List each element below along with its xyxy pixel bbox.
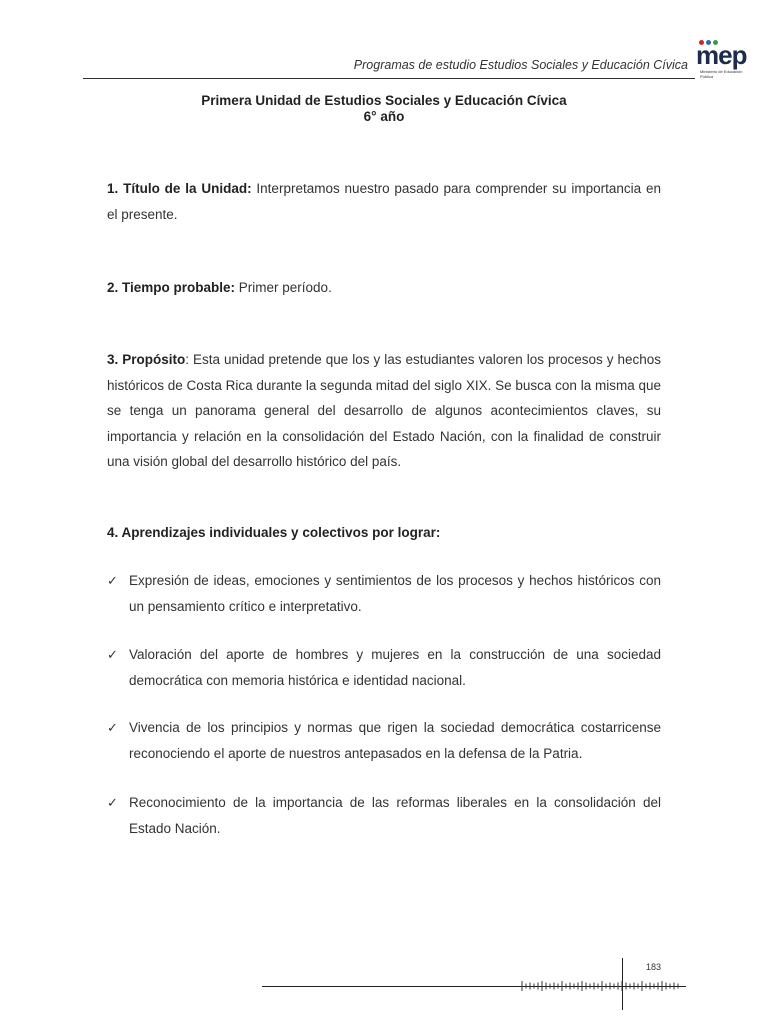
list-item-text: Valoración del aporte de hombres y mujeres en la construcción de una sociedad democrática con memoria histórica e identidad nacional. xyxy=(129,647,661,688)
list-item xyxy=(107,568,661,619)
checkmark-icon: ✓ xyxy=(107,573,118,588)
checkmark-icon: ✓ xyxy=(107,795,118,810)
unit-title-line1: Primera Unidad de Estudios Sociales y Educación Cívica xyxy=(201,93,567,108)
section-proposito-label: 3. Propósito xyxy=(107,352,186,367)
section-tiempo-label: 2. Tiempo probable: xyxy=(107,280,236,295)
section-proposito-text: : Esta unidad pretende que los y las estudiantes valoren los procesos y hechos históricos de Costa Rica durante la segunda mitad del siglo XIX. Se busca con la misma que se tenga un panorama general del desarrollo de algunos acontecimientos claves, su importancia y relación en la consolidación del Estado Nación, con la finalidad de construir una visión global del desarrollo histórico del país. xyxy=(107,352,661,469)
unit-title xyxy=(0,93,768,125)
list-item-text: Reconocimiento de la importancia de las reformas liberales en la consolidación del Estado Nación. xyxy=(129,795,661,836)
section-titulo-text: Interpretamos nuestro pasado para comprender su importancia en el presente. xyxy=(107,181,661,222)
mep-logo xyxy=(696,40,748,82)
ruler-ticks-icon xyxy=(520,979,680,993)
section-proposito xyxy=(107,347,661,475)
section-aprendizajes xyxy=(107,520,661,546)
checkmark-icon: ✓ xyxy=(107,647,118,662)
unit-title-line2: 6° año xyxy=(363,109,405,124)
section-titulo-label: 1. Título de la Unidad: xyxy=(107,181,252,196)
header-title: Programas de estudio Estudios Sociales y Educación Cívica xyxy=(353,58,688,72)
list-item xyxy=(107,715,661,766)
header-divider xyxy=(83,78,695,79)
section-tiempo-text: Primer período. xyxy=(235,280,332,295)
checkmark-icon: ✓ xyxy=(107,720,118,735)
section-aprendizajes-label: 4. Aprendizajes individuales y colectivos por lograr: xyxy=(107,525,441,540)
list-item-text: Expresión de ideas, emociones y sentimientos de los procesos y hechos históricos con un pensamiento crítico e interpretativo. xyxy=(129,573,661,614)
logo-text: mep xyxy=(696,40,747,70)
section-tiempo xyxy=(107,275,661,301)
list-item xyxy=(107,642,661,693)
list-item-text: Vivencia de los principios y normas que rigen la sociedad democrática costarricense reconociendo el aporte de nuestros antepasados en la defensa de la Patria. xyxy=(129,720,661,761)
list-item xyxy=(107,790,661,841)
logo-subtitle: Ministerio de Educación Pública xyxy=(700,69,743,79)
section-titulo xyxy=(107,176,661,227)
page-number: 183 xyxy=(646,962,662,972)
